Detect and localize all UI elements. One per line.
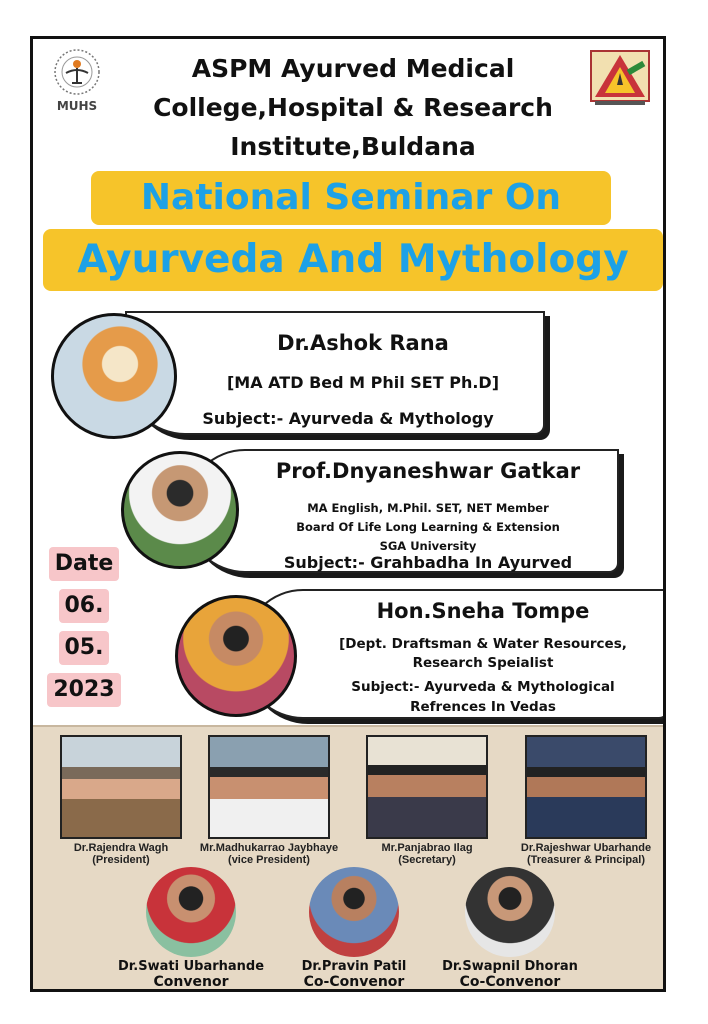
speaker-subject: Subject:- Ayurveda & Mythology xyxy=(202,409,494,428)
seminar-banner-line-1: National Seminar On xyxy=(91,171,611,225)
title-line-3: Institute,Buldana xyxy=(230,132,476,161)
seminar-poster xyxy=(30,36,666,992)
speaker-detail-line: Board Of Life Long Learning & Extension xyxy=(296,520,560,534)
muhs-logo-text: MUHS xyxy=(56,99,98,113)
committee-member xyxy=(507,735,665,866)
speaker-name: Hon.Sneha Tompe xyxy=(376,599,590,623)
convener-photo xyxy=(465,867,555,957)
convener-role: Convenor xyxy=(153,974,229,990)
date-month: 05. xyxy=(59,631,110,665)
member-role: (vice President) xyxy=(228,854,310,866)
convener-photo xyxy=(309,867,399,957)
speaker-details xyxy=(303,635,663,673)
speaker-photo-3 xyxy=(175,595,297,717)
title-line-1: ASPM Ayurved Medical xyxy=(191,54,515,83)
college-title xyxy=(93,49,613,166)
member-role: (Secretary) xyxy=(398,854,456,866)
committee-panel xyxy=(33,725,666,992)
member-name: Mr.Madhukarrao Jaybhaye xyxy=(199,842,339,854)
speaker-photo-2 xyxy=(121,451,239,569)
title-line-2: College,Hospital & Research xyxy=(153,93,553,122)
speaker-subject-line: Refrences In Vedas xyxy=(410,699,556,715)
convener-name: Dr.Swati Ubarhande xyxy=(117,959,265,974)
convener-name: Dr.Pravin Patil xyxy=(301,959,407,974)
date-year: 2023 xyxy=(47,673,120,707)
member-name: Mr.Panjabrao Ilag xyxy=(381,842,473,854)
date-day: 06. xyxy=(59,589,110,623)
speaker-detail-line: [Dept. Draftsman & Water Resources, xyxy=(339,636,627,652)
convener xyxy=(425,867,595,990)
member-photo xyxy=(525,735,647,839)
committee-member xyxy=(47,735,195,866)
speaker-detail-line: SGA University xyxy=(379,539,477,553)
speaker-detail-line: MA English, M.Phil. SET, NET Member xyxy=(307,501,549,515)
convener-role: Co-Convenor xyxy=(459,974,561,990)
speaker-qualification: [MA ATD Bed M Phil SET Ph.D] xyxy=(226,373,500,392)
member-name: Dr.Rajeshwar Ubarhande xyxy=(520,842,652,854)
speaker-name: Dr.Ashok Rana xyxy=(277,331,449,355)
convener-name: Dr.Swapnil Dhoran xyxy=(442,959,578,974)
member-name: Dr.Rajendra Wagh xyxy=(73,842,169,854)
member-photo xyxy=(208,735,330,839)
convener xyxy=(101,867,281,990)
date-label: Date xyxy=(49,547,120,581)
seminar-banner-line-2: Ayurveda And Mythology xyxy=(43,229,663,291)
member-photo xyxy=(60,735,182,839)
convener-photo xyxy=(146,867,236,957)
member-photo xyxy=(366,735,488,839)
speaker-photo-1 xyxy=(51,313,177,439)
member-role: (Treasurer & Principal) xyxy=(527,854,645,866)
seminar-date xyxy=(41,547,127,715)
speaker-name: Prof.Dnyaneshwar Gatkar xyxy=(275,459,581,483)
member-role: (President) xyxy=(92,854,150,866)
speaker-detail-line: Research Speialist xyxy=(412,655,554,671)
convener-role: Co-Convenor xyxy=(303,974,405,990)
speaker-subject xyxy=(303,677,663,717)
speaker-subject: Subject:- Grahbadha In Ayurved xyxy=(283,553,573,572)
committee-member xyxy=(353,735,501,866)
speaker-details xyxy=(243,499,613,556)
speaker-subject-line: Subject:- Ayurveda & Mythological xyxy=(351,679,615,695)
committee-member xyxy=(195,735,343,866)
convener xyxy=(269,867,439,990)
